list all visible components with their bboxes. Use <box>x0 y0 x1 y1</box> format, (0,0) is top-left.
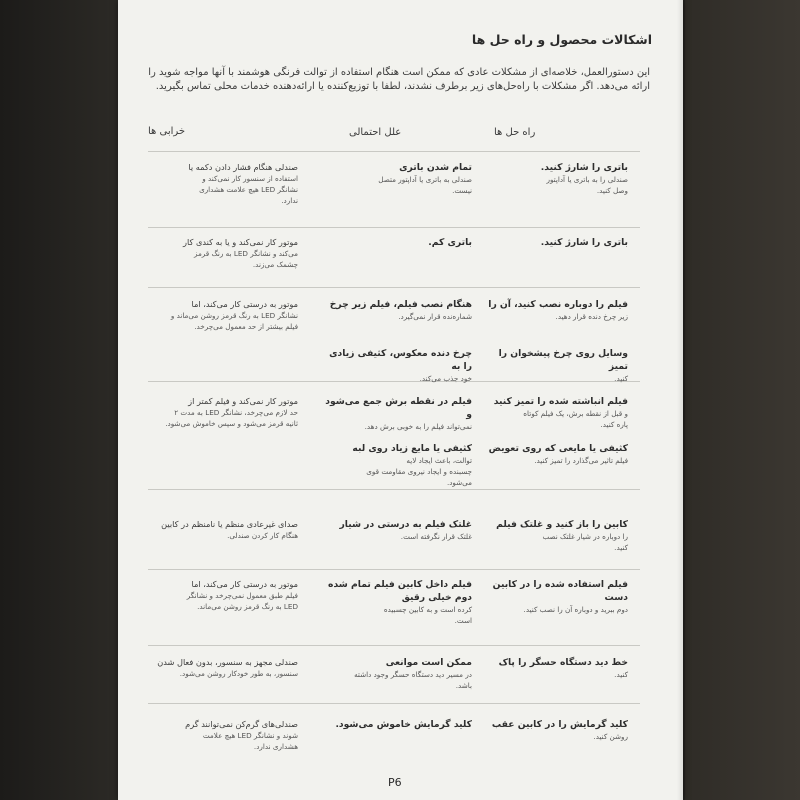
intro-paragraph: این دستورالعمل، خلاصه‌ای از مشکلات عادی که ممکن است هنگام استفاده از توالت فرنگی هوشمند با آنها مواجه شوید را ارائه می‌دهد. اگر مشکلات با راه‌حل‌های زیر برطرف نشدند، لطفا با توزیع‌کننده یا ارائه‌دهنده خدمات محلی تماس بگیرید. <box>148 67 650 92</box>
solution-cell-secondary-line: کنید. <box>614 374 628 383</box>
solution-cell <box>478 518 628 553</box>
row-divider <box>148 489 640 490</box>
solution-cell-line: و قبل از نقطه برش، یک فیلم کوتاه <box>523 409 628 418</box>
problem-cell <box>148 236 298 270</box>
cause-cell <box>322 395 472 432</box>
problem-cell <box>148 395 298 429</box>
cause-cell-line: فیلم در نقطه برش جمع می‌شود و <box>325 396 472 420</box>
problem-cell <box>148 718 298 752</box>
solution-cell-line: باتری را شارژ کنید. <box>540 237 628 248</box>
solution-cell-secondary <box>478 442 628 466</box>
cause-cell-line: تمام شدن باتری <box>399 162 472 173</box>
row-divider <box>148 645 640 646</box>
cause-cell <box>322 656 472 691</box>
solution-cell-line: دوم ببرید و دوباره آن را نصب کنید. <box>523 605 628 614</box>
problem-cell-line: صدای غیرعادی منظم یا نامنظم در کابین <box>161 519 298 529</box>
problem-cell-line: موتور کار نمی‌کند و یا به کندی کار <box>183 237 298 247</box>
cause-cell-line: کلید گرمایش خاموش می‌شود. <box>335 719 472 730</box>
solution-cell <box>478 395 628 430</box>
problem-cell-line: نشانگر LED هیچ علامت هشداری <box>199 185 298 194</box>
problem-cell-line: موتور به درستی کار می‌کند، اما <box>191 579 298 589</box>
cause-cell-line: کرده است و به کابین چسبیده <box>383 605 472 614</box>
solution-cell-line: فیلم استفاده شده را در کابین دست <box>492 579 628 603</box>
solution-cell-line: را دوباره در شیار غلتک نصب <box>542 532 628 541</box>
header-solutions: راه حل ها <box>494 127 536 138</box>
header-problems: خرابی ها <box>148 126 186 137</box>
cause-cell <box>322 718 472 731</box>
cause-cell-line: باشد. <box>455 681 472 690</box>
cause-cell-line: در مسیر دید دستگاه حسگر وجود داشته <box>354 670 472 679</box>
problem-cell-line: فیلم طبق معمول نمی‌چرخد و نشانگر <box>186 591 298 600</box>
solution-cell-line: صندلی را به باتری یا آداپتور <box>546 175 628 184</box>
problem-cell-line: نشانگر LED به رنگ قرمز روشن می‌ماند و <box>170 311 298 320</box>
problem-cell-line: شوند و نشانگر LED هیچ علامت <box>202 731 298 740</box>
solution-cell <box>478 298 628 322</box>
page-title: اشکالات محصول و راه حل ها <box>471 32 652 47</box>
problem-cell <box>148 518 298 541</box>
page-number: P6 <box>388 776 402 789</box>
solution-cell-line: زیر چرخ دنده قرار دهید. <box>555 312 628 321</box>
problem-cell-line: سنسور، به طور خودکار روشن می‌شود. <box>179 669 298 678</box>
problem-cell-line: حد لازم می‌چرخد، نشانگر LED به مدت ۲ <box>174 408 298 417</box>
manual-page <box>118 0 683 800</box>
background-right <box>685 0 800 800</box>
solution-cell <box>478 718 628 742</box>
problem-cell-line: فیلم بیشتر از حد معمول می‌چرخد. <box>194 322 298 331</box>
row-divider <box>148 151 640 152</box>
problem-cell-line: چشمک می‌زند. <box>252 260 298 269</box>
solution-cell <box>478 578 628 615</box>
row-divider <box>148 569 640 570</box>
cause-cell-line: نمی‌تواند فیلم را به خوبی برش دهد. <box>364 422 472 431</box>
cause-cell-line: شماره‌نده قرار نمی‌گیرد. <box>398 312 472 321</box>
problem-cell-line: صندلی هنگام فشار دادن دکمه یا <box>188 162 298 172</box>
cause-cell <box>322 298 472 322</box>
problem-cell-line: ثانیه قرمز می‌شود و سپس خاموش می‌شود. <box>165 419 298 428</box>
solution-cell-secondary-line: وسایل روی چرخ پیشخوان را تمیز <box>498 348 628 372</box>
solution-cell-line: روشن کنید. <box>593 732 628 741</box>
solution-cell-secondary-line: فیلم تاثیر می‌گذارد را تمیز کنید. <box>534 456 628 465</box>
problem-cell-line: استفاده از سنسور کار نمی‌کند و <box>202 174 298 183</box>
cause-cell-secondary-line: کثیفی یا مایع زیاد روی لبه <box>352 443 472 454</box>
cause-cell-line: باتری کم. <box>428 237 472 248</box>
cause-cell-secondary-line: توالت، باعث ایجاد لایه <box>406 456 472 465</box>
solution-cell-line: کابین را باز کنید و غلتک فیلم <box>496 519 628 530</box>
problem-cell <box>148 578 298 612</box>
solution-cell-line: باتری را شارژ کنید. <box>540 162 628 173</box>
row-divider <box>148 287 640 288</box>
cause-cell-secondary-line: خود جذب می‌کند. <box>419 374 472 383</box>
cause-cell-secondary-line: چرخ دنده معکوس، کثیفی زیادی را به <box>329 348 472 372</box>
cause-cell-line: غلتک قرار نگرفته است. <box>400 532 472 541</box>
solution-cell-line: کنید. <box>614 670 628 679</box>
solution-cell-line: خط دید دستگاه حسگر را پاک <box>498 657 628 668</box>
cause-cell-secondary-line: می‌شود. <box>446 478 472 487</box>
cause-cell <box>322 518 472 542</box>
solution-cell-line: کنید. <box>614 543 628 552</box>
cause-cell-line: نیست. <box>452 186 472 195</box>
solution-cell <box>478 656 628 680</box>
cause-cell-line: ممکن است موانعی <box>385 657 472 668</box>
problem-cell-line: صندلی مجهز به سنسور، بدون فعال شدن <box>157 657 298 667</box>
problem-cell-line: ندارد. <box>281 196 298 205</box>
cause-cell <box>322 236 472 249</box>
problem-cell <box>148 656 298 679</box>
row-divider <box>148 703 640 704</box>
solution-cell-line: فیلم انباشته شده را تمیز کنید <box>493 396 628 407</box>
problem-cell-line: هشداری ندارد. <box>253 742 298 751</box>
problem-cell-line: صندلی‌های گرم‌کن نمی‌توانند گرم <box>185 719 298 729</box>
problem-cell-line: هنگام کار کردن صندلی. <box>227 531 298 540</box>
cause-cell-line: هنگام نصب فیلم، فیلم زیر چرخ <box>329 299 472 310</box>
cause-cell-line: غلتک فیلم به درستی در شیار <box>339 519 472 530</box>
cause-cell-line: صندلی به باتری یا آداپتور متصل <box>378 175 472 184</box>
header-causes: علل احتمالی <box>349 127 402 138</box>
solution-cell <box>478 236 628 249</box>
cause-cell <box>322 161 472 196</box>
solution-cell-line: پاره کنید. <box>600 420 628 429</box>
problem-cell-line: موتور به درستی کار می‌کند، اما <box>191 299 298 309</box>
cause-cell-secondary <box>322 347 472 384</box>
problem-cell-line: موتور کار نمی‌کند و فیلم کمتر از <box>188 396 298 406</box>
problem-cell-line: LED به رنگ قرمز روشن می‌ماند. <box>197 602 298 611</box>
solution-cell <box>478 161 628 196</box>
row-divider <box>148 227 640 228</box>
cause-cell-secondary <box>322 442 472 488</box>
solution-cell-line: فیلم را دوباره نصب کنید، آن را <box>488 299 628 310</box>
problem-cell <box>148 298 298 332</box>
solution-cell-secondary-line: کثیفی یا مایعی که روی تعویض <box>488 443 628 454</box>
cause-cell-secondary-line: چسبنده و ایجاد نیروی مقاومت قوی <box>366 467 472 476</box>
solution-cell-line: کلید گرمایش را در کابین عقب <box>491 719 628 730</box>
problem-cell <box>148 161 298 206</box>
cause-cell-line: فیلم داخل کابین فیلم تمام شده دوم خیلی رقیق <box>328 579 472 603</box>
solution-cell-secondary <box>478 347 628 384</box>
cause-cell-line: است. <box>454 616 472 625</box>
cause-cell <box>322 578 472 626</box>
problem-cell-line: می‌کند و نشانگر LED به رنگ قرمز <box>193 249 298 258</box>
background-left <box>0 0 118 800</box>
solution-cell-line: وصل کنید. <box>596 186 628 195</box>
